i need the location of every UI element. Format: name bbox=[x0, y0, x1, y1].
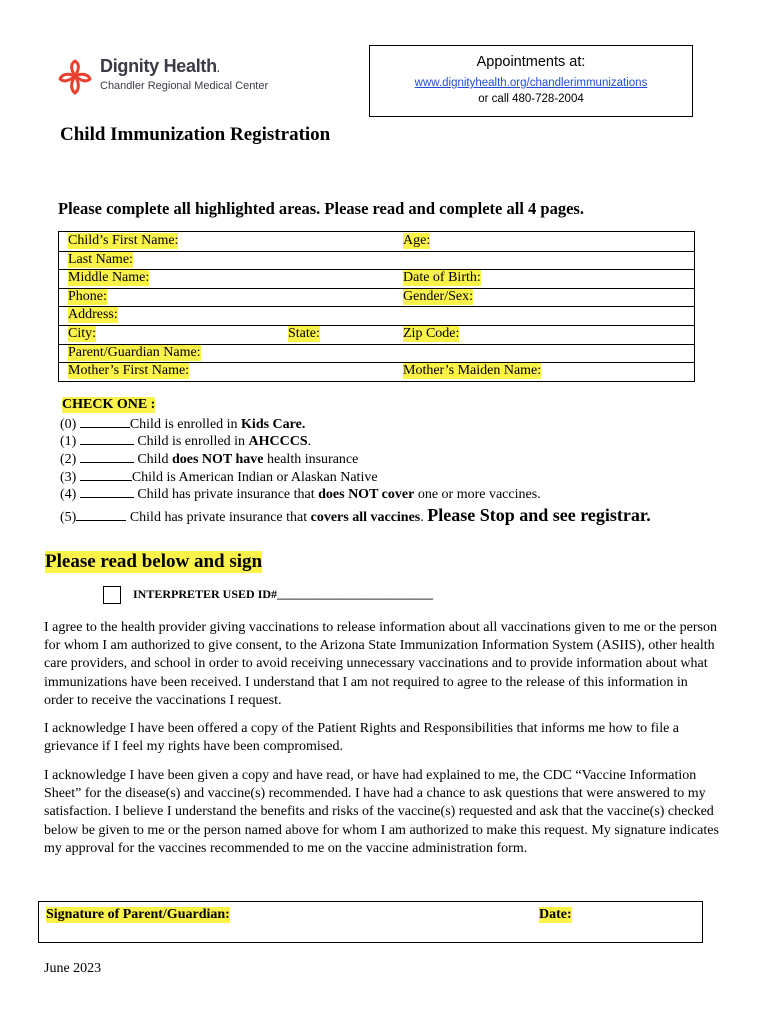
dignity-health-logo bbox=[56, 56, 276, 102]
option-text-end: . bbox=[307, 434, 312, 449]
insurance-option-2[interactable] bbox=[60, 450, 358, 468]
form-row bbox=[59, 251, 694, 271]
footer-date: June 2023 bbox=[44, 961, 102, 976]
option-number: (4) bbox=[60, 487, 77, 502]
last-name-field[interactable]: Last Name: bbox=[68, 251, 133, 267]
option-number: (0) bbox=[60, 417, 77, 432]
insurance-option-4[interactable] bbox=[60, 485, 541, 503]
dignity-health-star-icon bbox=[56, 58, 94, 96]
zip-code-field[interactable]: Zip Code: bbox=[403, 326, 460, 341]
appointments-title: Appointments at: bbox=[476, 54, 586, 70]
option-bold-text: does NOT have bbox=[171, 452, 264, 467]
option-text: Child is enrolled in bbox=[129, 417, 242, 432]
first-name-field[interactable]: Child’s First Name: bbox=[68, 233, 179, 248]
interpreter-id-field[interactable]: INTERPRETER USED ID#__________________________ bbox=[133, 587, 434, 601]
insurance-option-5[interactable] bbox=[60, 505, 651, 526]
option-bold-text: AHCCCS bbox=[248, 434, 308, 449]
appointments-phone: or call 480-728-2004 bbox=[478, 93, 584, 105]
option-text-end: one or more vaccines. bbox=[414, 487, 541, 502]
check-one-label: CHECK ONE : bbox=[62, 397, 156, 412]
option-blank[interactable] bbox=[80, 485, 134, 498]
middle-name-field[interactable]: Middle Name: bbox=[68, 270, 150, 286]
phone-field[interactable]: Phone: bbox=[68, 288, 107, 304]
parent-guardian-name-field[interactable]: Parent/Guardian Name: bbox=[68, 344, 201, 360]
appointments-link[interactable]: www.dignityhealth.org/chandlerimmunizations bbox=[414, 77, 648, 89]
rights-paragraph: I acknowledge I have been offered a copy of the Patient Rights and Responsibilities that informs me how to file a grievance if I feel my rights have been compromised. bbox=[44, 721, 680, 755]
form-row bbox=[59, 325, 694, 345]
form-row bbox=[59, 269, 694, 289]
state-field[interactable]: State: bbox=[288, 326, 320, 341]
logo-trademark: . bbox=[216, 64, 220, 75]
option-blank[interactable] bbox=[80, 450, 134, 463]
option-text: Child bbox=[137, 452, 172, 467]
stop-notice: Please Stop and see registrar. bbox=[427, 505, 651, 525]
option-blank[interactable] bbox=[80, 432, 134, 445]
appointments-box bbox=[369, 45, 693, 117]
option-blank[interactable] bbox=[76, 508, 126, 521]
option-bold-text: Kids Care. bbox=[241, 417, 306, 432]
mother-first-name-field[interactable]: Mother’s First Name: bbox=[68, 363, 190, 379]
form-row bbox=[59, 232, 694, 252]
date-field[interactable]: Date: bbox=[539, 907, 572, 922]
registration-form bbox=[58, 231, 695, 382]
insurance-option-3[interactable] bbox=[60, 468, 378, 486]
option-text: Child is American Indian or Alaskan Native bbox=[131, 470, 378, 485]
page-title: Child Immunization Registration bbox=[60, 124, 331, 145]
option-blank[interactable] bbox=[80, 468, 132, 481]
age-field[interactable]: Age: bbox=[403, 233, 431, 248]
gender-field[interactable]: Gender/Sex: bbox=[403, 288, 473, 304]
logo-subtitle: Chandler Regional Medical Center bbox=[100, 80, 269, 92]
form-row bbox=[59, 362, 694, 381]
insurance-option-1[interactable] bbox=[60, 432, 311, 450]
option-number: (5) bbox=[60, 510, 77, 525]
option-bold-text: covers all vaccines bbox=[310, 510, 421, 525]
consent-paragraph: I agree to the health provider giving vaccinations to release information about all vaccinations given to me or the person for whom I am authorized to give consent, to the Arizona State Immunization Information System (ASIIS), other health care providers, and school in order to avoid receiving unnecessary vaccinations and to provide information about what immunizations have been received. I understand that I am not required to agree to the release of this information in order to receive the vaccinations I request. bbox=[44, 620, 717, 708]
option-text: Child has private insurance that bbox=[137, 487, 319, 502]
form-row bbox=[59, 288, 694, 308]
option-text-end: . bbox=[420, 510, 428, 525]
instructions: Please complete all highlighted areas. Please read and complete all 4 pages. bbox=[58, 199, 584, 218]
option-number: (2) bbox=[60, 452, 77, 467]
parent-signature-field[interactable]: Signature of Parent/Guardian: bbox=[46, 907, 230, 922]
option-number: (3) bbox=[60, 470, 77, 485]
option-blank[interactable] bbox=[80, 415, 130, 428]
logo-name: Dignity Health. bbox=[100, 56, 220, 76]
interpreter-checkbox[interactable] bbox=[103, 586, 121, 604]
city-field[interactable]: City: bbox=[68, 326, 97, 341]
option-text: Child is enrolled in bbox=[137, 434, 249, 449]
mother-maiden-name-field[interactable]: Mother’s Maiden Name: bbox=[403, 363, 542, 379]
sign-section-title: Please read below and sign bbox=[45, 551, 263, 572]
option-text: Child has private insurance that bbox=[129, 510, 311, 525]
form-row bbox=[59, 306, 694, 326]
option-number: (1) bbox=[60, 434, 77, 449]
vis-paragraph: I acknowledge I have been given a copy and have read, or have had explained to me, the CDC “Vaccine Information Sheet” for the disease(s) and vaccine(s) recommended. I have had a chance to ask questions that were answered to my satisfaction. I believe I understand the benefits and risks of the vaccine(s) requested and ask that the vaccine(s) checked below be given to me or the person named above for whom I am authorized to make this request. My signature indicates my approval for the vaccines recommended to me on the vaccine administration form. bbox=[44, 768, 719, 856]
address-field[interactable]: Address: bbox=[68, 307, 118, 323]
insurance-option-0[interactable] bbox=[60, 415, 305, 433]
form-row bbox=[59, 344, 694, 364]
option-bold-text: does NOT cover bbox=[318, 487, 415, 502]
date-of-birth-field[interactable]: Date of Birth: bbox=[403, 270, 481, 286]
signature-box bbox=[38, 901, 703, 943]
option-text-end: health insurance bbox=[263, 452, 359, 467]
